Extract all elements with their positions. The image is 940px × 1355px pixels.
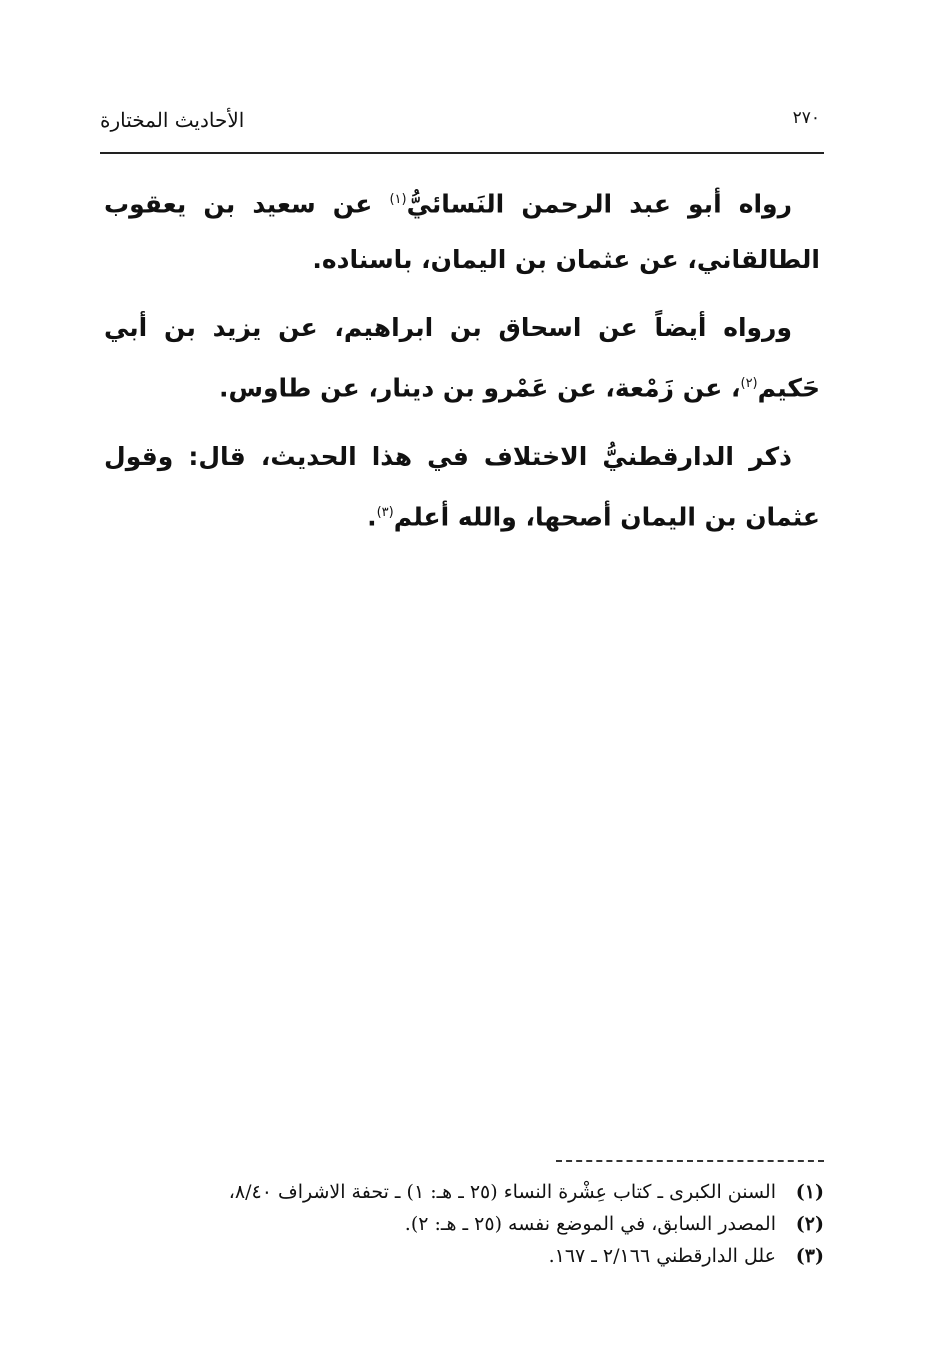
footnote-1	[150, 1176, 824, 1208]
paragraph-2	[104, 300, 820, 416]
paragraph-text: ، عن زَمْعة، عن عَمْرو بن دينار، عن طاوس.	[219, 373, 741, 403]
footnote-number: (٣)	[795, 1245, 824, 1267]
header-rule	[100, 152, 824, 154]
footnote-number: (١)	[795, 1181, 824, 1203]
footnote-text: المصدر السابق، في الموضع نفسه (٢٥ ـ هـ: ٢).	[404, 1213, 776, 1235]
page-number: ٢٧٠	[792, 108, 820, 128]
footnote-3	[150, 1240, 824, 1272]
paragraph-3	[104, 429, 820, 545]
paragraph-text: ورواه أيضاً عن اسحاق بن ابراهيم، عن يزيد بن أبي حَكيم	[104, 313, 820, 403]
footnote-number: (٢)	[795, 1213, 824, 1235]
footnote-ref-1: (١)	[389, 192, 407, 207]
footnote-ref-2: (٢)	[740, 376, 758, 392]
paragraph-text: رواه أبو عبد الرحمن النَسائيُّ	[406, 189, 792, 219]
footnote-text: علل الدارقطني ٢/١٦٦ ـ ١٦٧.	[548, 1245, 776, 1267]
running-header	[100, 108, 820, 138]
footnotes	[150, 1176, 824, 1272]
paragraph-text: ذكر الدارقطنيُّ الاختلاف في هذا الحديث، قال: وقول عثمان بن اليمان أصحها، والله أعلم	[104, 441, 820, 531]
header-title: الأحاديث المختارة	[100, 108, 245, 132]
paragraph-1	[104, 172, 820, 288]
paragraph-text: عن سعيد بن يعقوب الطالقاني، عن عثمان بن اليمان، باسناده.	[104, 189, 820, 275]
paragraph-text: .	[367, 501, 377, 531]
footnote-rule	[556, 1160, 824, 1162]
body-text	[104, 172, 820, 557]
footnote-2	[150, 1208, 824, 1240]
footnote-text: السنن الكبرى ـ كتاب عِشْرة النساء (٢٥ ـ هـ: ١) ـ تحفة الاشراف ٨/٤٠،	[228, 1181, 776, 1203]
footnote-ref-3: (٣)	[376, 504, 394, 520]
